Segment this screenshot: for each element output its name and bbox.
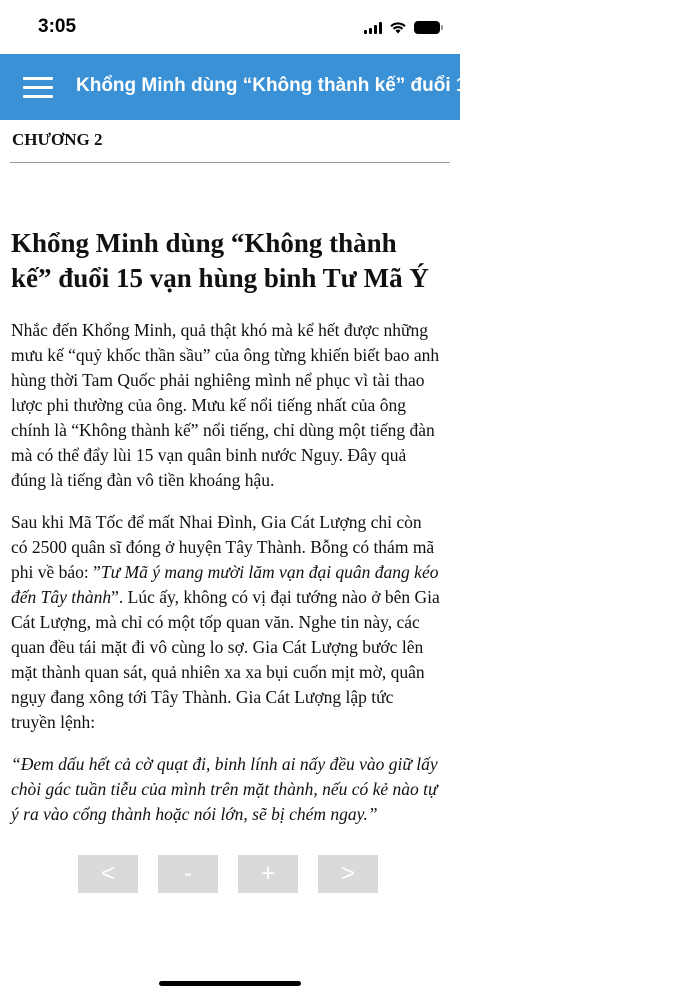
article-paragraph bbox=[11, 752, 441, 827]
chapter-divider bbox=[10, 162, 450, 163]
battery-icon bbox=[414, 21, 440, 34]
status-time: 3:05 bbox=[38, 16, 77, 37]
increase-font-button[interactable]: + bbox=[238, 855, 298, 893]
menu-button[interactable] bbox=[16, 70, 56, 104]
reader-controls bbox=[78, 855, 378, 895]
article-headline: Khổng Minh dùng “Không thành kế” đuổi 15 vạn hùng binh Tư Mã Ý bbox=[11, 228, 429, 293]
app-bar bbox=[0, 54, 692, 120]
article-content bbox=[11, 226, 441, 844]
decrease-font-button[interactable]: - bbox=[158, 855, 218, 893]
previous-chapter-button[interactable]: < bbox=[78, 855, 138, 893]
quoted-command: “Đem dấu hết cả cờ quạt đi, binh lính ai nấy đều vào giữ lấy chòi gác tuần tiễu của mình trên mặt thành, nếu có kẻ nào tự ý ra vào cổng thành hoặc nói lớn, sẽ bị chém ngay.” bbox=[11, 754, 438, 824]
article-paragraph bbox=[11, 510, 441, 735]
article-paragraph: Nhắc đến Khổng Minh, quả thật khó mà kể hết được những mưu kế “quỷ khốc thần sầu” của ông từng khiến biết bao anh hùng thời Tam Quốc phải nghiêng mình nể phục vì tài thao lược phi thường của ông. Mưu kế nổi tiếng nhất của ông chính là “Không thành kế” nổi tiếng, chỉ dùng một tiếng đàn mà có thể đẩy lùi 15 vạn quân binh nước Nguy. Đây quả đúng là tiếng đàn vô tiền khoáng hậu. bbox=[11, 320, 440, 490]
status-bar bbox=[0, 0, 460, 54]
cellular-signal-icon bbox=[364, 21, 382, 34]
status-icons bbox=[364, 18, 440, 36]
app-title: Khổng Minh dùng “Không thành kế” đuổi 15 vạn hùng binh Tư Mã Ý bbox=[76, 75, 692, 96]
chapter-label: CHƯƠNG 2 bbox=[12, 130, 103, 149]
home-indicator[interactable] bbox=[159, 981, 301, 986]
paragraph-text: ”. Lúc ấy, không có vị đại tướng nào ở bên Gia Cát Lượng, mà chỉ có một tốp quan văn. Nghe tin này, các quan đều tái mặt đi vô cùng lo sợ. Gia Cát Lượng bước lên mặt thành quan sát, quả nhiên xa xa bụi cuốn mịt mờ, quân ngụy đang xông tới Tây Thành. Gia Cát Lượng lập tức truyền lệnh: bbox=[11, 587, 440, 732]
paragraph-text: Sau khi Mã Tốc để mất Nhai Đình, Gia Cát Lượng chỉ còn có 2500 quân sĩ đóng ở huyện Tây Thành. Bỗng có thám mã phi về báo: ” bbox=[11, 512, 435, 582]
quoted-message: Tư Mã ý mang mười lăm vạn đại quân đang kéo đến Tây thành bbox=[11, 562, 439, 607]
next-chapter-button[interactable]: > bbox=[318, 855, 378, 893]
wifi-icon bbox=[389, 21, 407, 34]
